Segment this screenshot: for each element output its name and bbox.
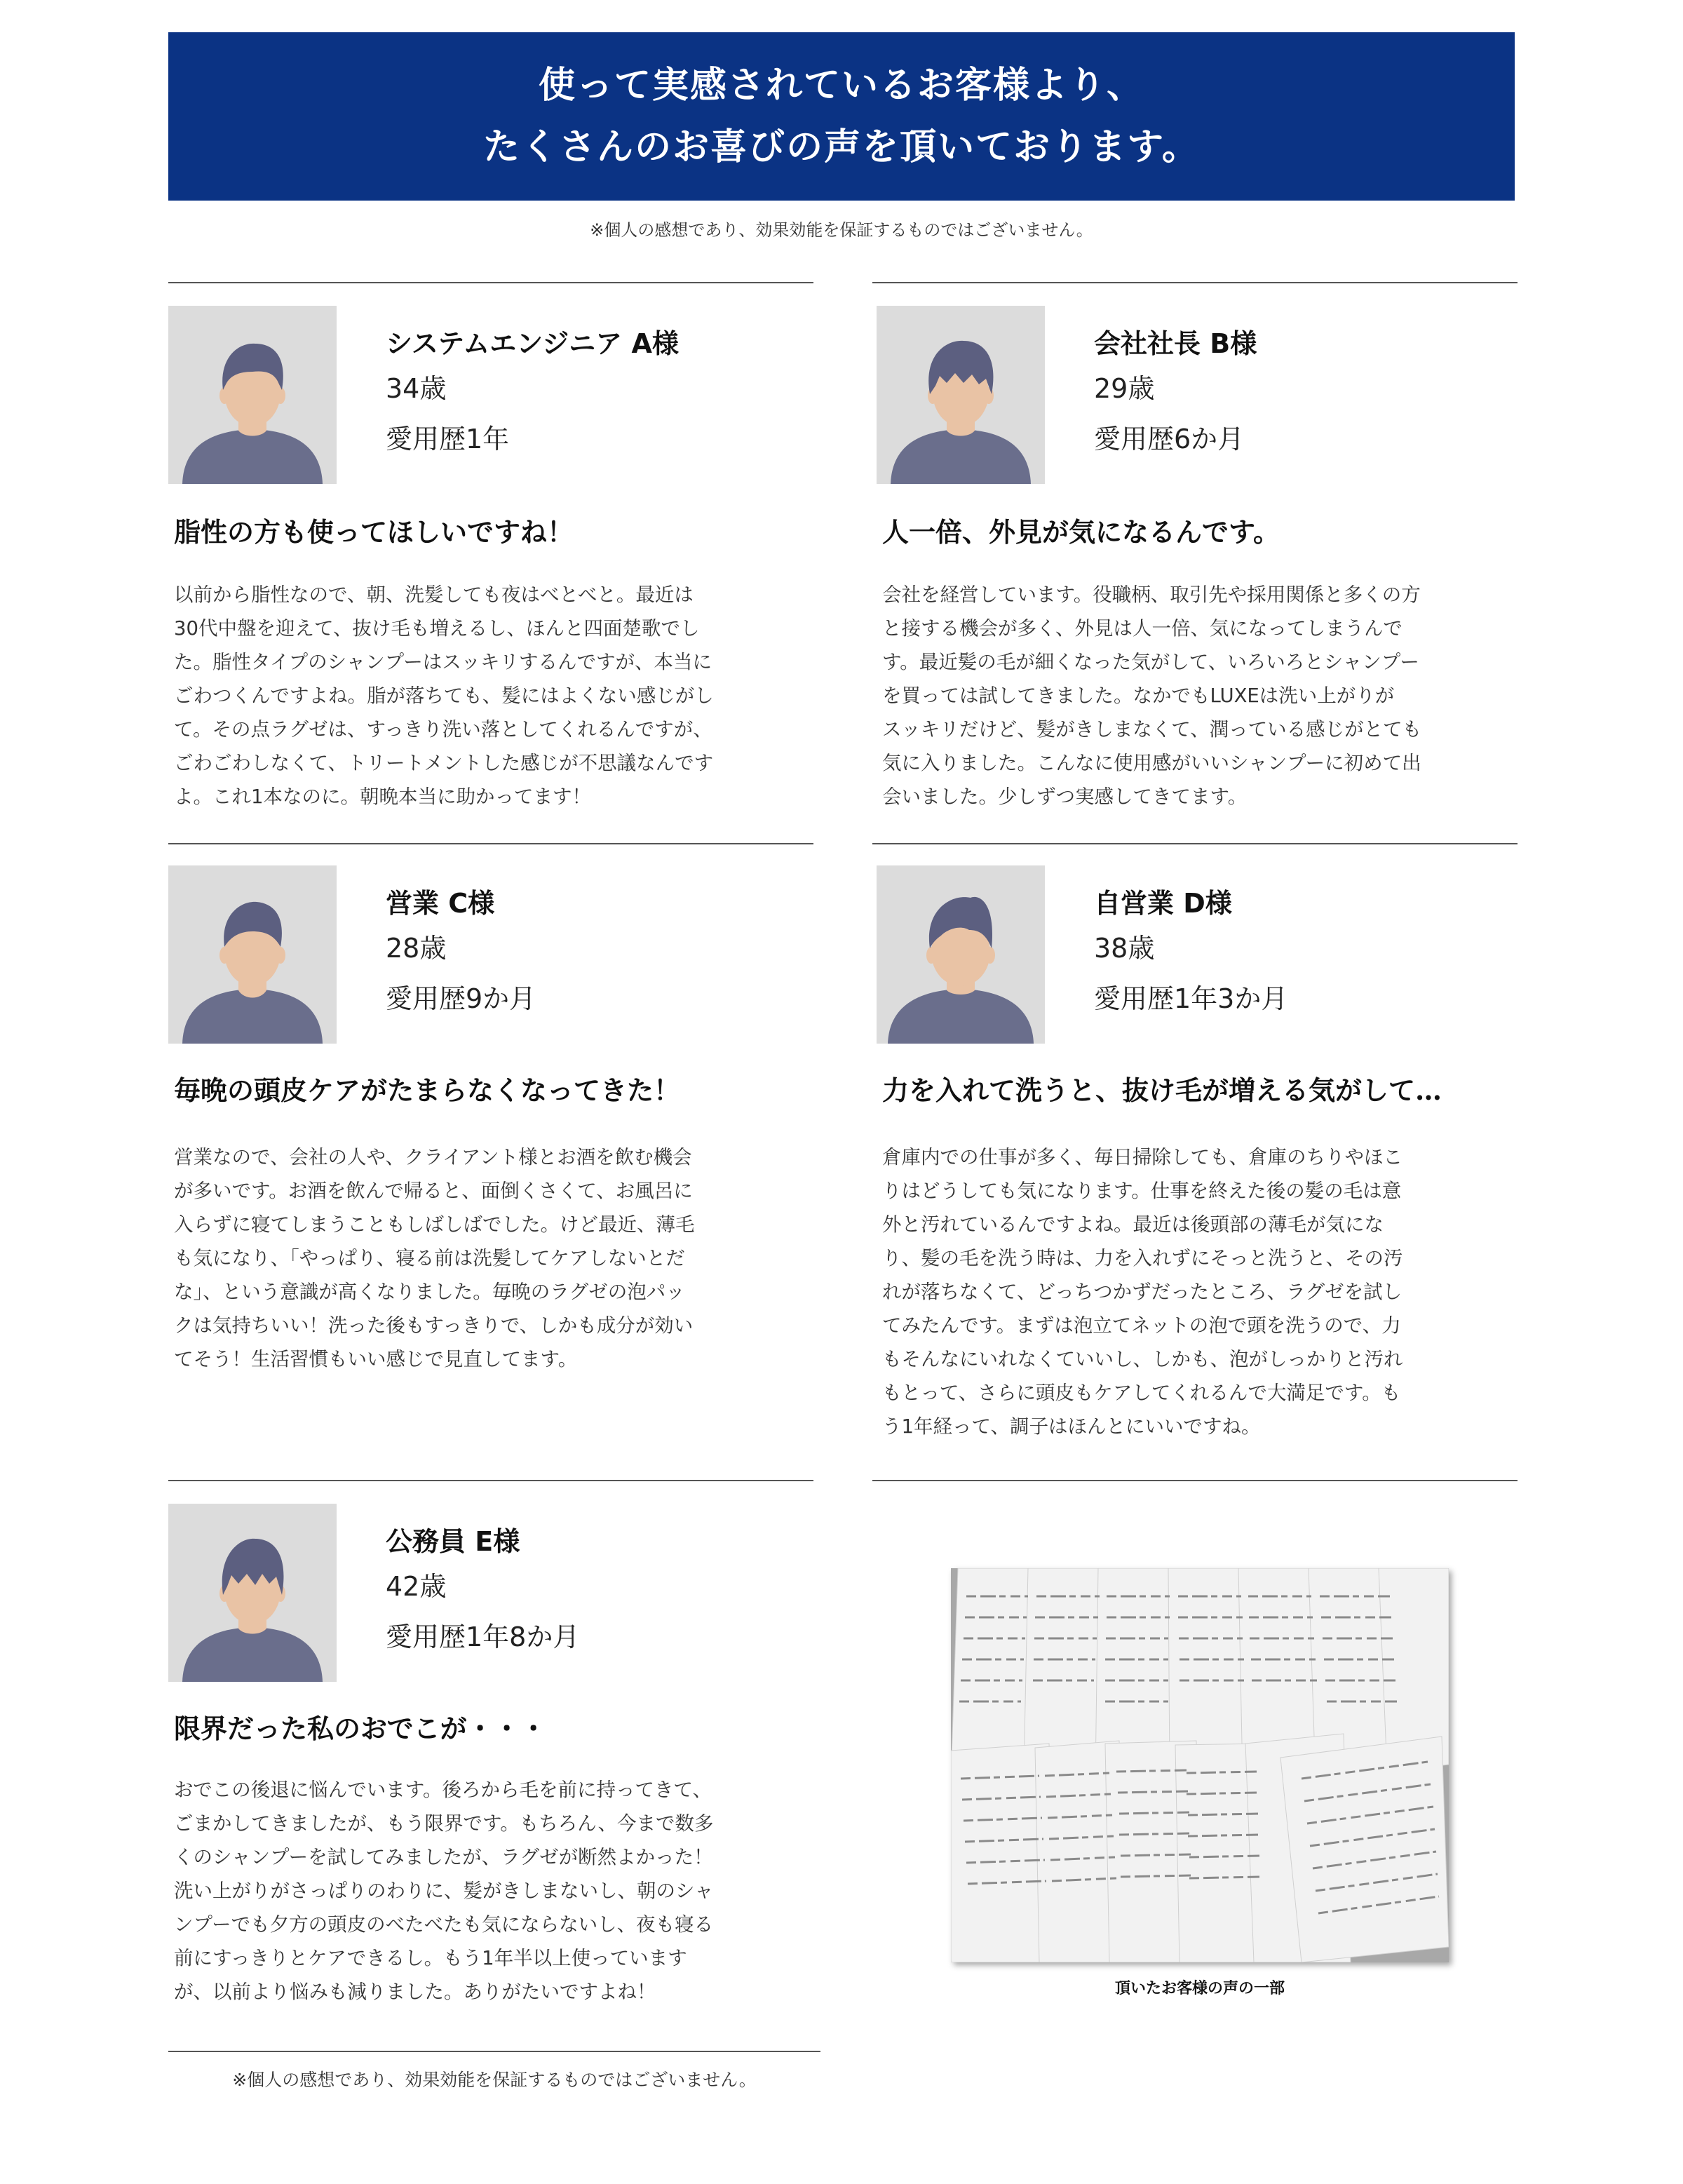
customer-letters-photo: [951, 1568, 1449, 1962]
person-icon: [877, 865, 1045, 1044]
body-line: な」、という意識が高くなりました。毎晩のラグゼの泡パッ: [174, 1281, 685, 1303]
body-line: スッキリだけど、髪がきしまなくて、潤っている感じがとても: [882, 718, 1422, 741]
body-line: 洗い上がりがさっぱりのわりに、髪がきしまないし、朝のシャ: [174, 1880, 714, 1902]
customer-name: システムエンジニア A様: [386, 328, 679, 359]
usage-period: 愛用歴9か月: [386, 983, 536, 1014]
usage-period: 愛用歴1年8か月: [386, 1622, 580, 1652]
testimonial-body: [174, 1773, 805, 2009]
testimonial-headline: 脂性の方も使ってほしいですね！: [174, 516, 574, 548]
body-line: クは気持ちいい！洗った後もすっきりで、しかも成分が効い: [174, 1314, 694, 1337]
body-line: ごまかしてきましたが、もう限界です。もちろん、今まで数多: [174, 1812, 714, 1835]
person-icon: [168, 1504, 337, 1682]
customer-info: [386, 324, 679, 464]
body-line: 会いました。少しずつ実感してきてます。: [882, 786, 1248, 808]
customer-name: 公務員 E様: [386, 1526, 520, 1557]
customer-info: [386, 884, 536, 1024]
customer-name: 営業 C様: [386, 888, 495, 919]
banner-title-line2: たくさんのお喜びの声を頂いております。: [483, 126, 1200, 168]
customer-age: 42歳: [386, 1571, 447, 1602]
banner-title-line1: 使って実感されているお客様より、: [538, 64, 1144, 107]
divider: [168, 2051, 820, 2052]
body-line: も気になり、「やっぱり、寝る前は洗髪してケアしないとだ: [174, 1247, 685, 1269]
body-line: り、髪の毛を洗う時は、力を入れずにそっと洗うと、その汚: [882, 1247, 1403, 1269]
testimonial-body: [882, 1140, 1513, 1443]
body-line: て。その点ラグゼは、すっきり洗い落としてくれるんですが、: [174, 718, 712, 741]
testimonial-headline: 限界だった私のおでこが・・・: [174, 1713, 547, 1744]
body-line: 入らずに寝てしまうこともしばしばでした。けど最近、薄毛: [174, 1213, 695, 1236]
body-line: 倉庫内での仕事が多く、毎日掃除しても、倉庫のちりやほこ: [882, 1146, 1402, 1168]
testimonial-body: [174, 1140, 805, 1376]
body-line: てそう！生活習慣もいい感じで見直してます。: [174, 1348, 578, 1370]
body-line: を買っては試してきました。なかでもLUXEは洗い上がりが: [882, 685, 1395, 707]
testimonial-headline: 毎晩の頭皮ケアがたまらなくなってきた！: [174, 1074, 681, 1106]
avatar: [168, 306, 337, 484]
divider: [168, 843, 813, 844]
testimonial-card-a: [168, 306, 813, 825]
body-line: が、以前より悩みも減りました。ありがたいですよね！: [174, 1981, 656, 2003]
body-line: おでこの後退に悩んでいます。後ろから毛を前に持ってきて、: [174, 1779, 712, 1801]
customer-info: [386, 1522, 579, 1662]
person-icon: [877, 306, 1045, 484]
person-icon: [168, 865, 337, 1044]
testimonial-card-c: [168, 865, 813, 1455]
customer-age: 38歳: [1094, 933, 1155, 964]
divider: [872, 1480, 1518, 1481]
photo-caption: 頂いたお客様の声の一部: [1114, 1979, 1285, 1997]
customer-age: 29歳: [1094, 373, 1155, 404]
body-line: ンプーでも夕方の頭皮のべたべたも気にならないし、夜も寝る: [174, 1913, 714, 1936]
testimonial-card-e: [168, 1504, 813, 2023]
divider: [168, 282, 813, 283]
header-banner: [168, 32, 1515, 201]
body-line: 30代中盤を迎えて、抜け毛も増えるし、ほんと四面楚歌でし: [174, 617, 700, 640]
customer-age: 34歳: [386, 373, 447, 404]
body-line: よ。これ1本なのに。朝晩本当に助かってます！: [174, 786, 591, 808]
body-line: 外と汚れているんですよね。最近は後頭部の薄毛が気にな: [882, 1213, 1384, 1236]
body-line: う1年経って、調子はほんとにいいですね。: [882, 1415, 1261, 1438]
customer-name: 会社社長 B様: [1094, 328, 1257, 359]
letters-image: [951, 1568, 1449, 1962]
body-line: た。脂性タイプのシャンプーはスッキリするんですが、本当に: [174, 651, 712, 673]
body-line: す。最近髪の毛が細くなった気がして、いろいろとシャンプー: [882, 651, 1419, 673]
body-line: くのシャンプーを試してみましたが、ラグゼが断然よかった！: [174, 1846, 713, 1868]
body-line: もそんなにいれなくていいし、しかも、泡がしっかりと汚れ: [882, 1348, 1403, 1370]
divider: [168, 1480, 813, 1481]
testimonial-body: [174, 578, 805, 814]
body-line: もとって、さらに頭皮もケアしてくれるんで大満足です。も: [882, 1382, 1401, 1404]
testimonial-headline: 人一倍、外見が気になるんです。: [882, 516, 1280, 548]
testimonial-body: [882, 578, 1513, 814]
body-line: 気に入りました。こんなに使用感がいいシャンプーに初めて出: [882, 752, 1421, 774]
usage-period: 愛用歴6か月: [1094, 424, 1245, 454]
customer-age: 28歳: [386, 933, 447, 964]
disclaimer-bottom: ※個人の感想であり、効果効能を保証するものではございません。: [232, 2070, 757, 2090]
body-line: が多いです。お酒を飲んで帰ると、面倒くさくて、お風呂に: [174, 1180, 693, 1202]
body-line: てみたんです。まずは泡立てネットの泡で頭を洗うので、力: [882, 1314, 1401, 1337]
disclaimer-top: ※個人の感想であり、効果効能を保証するものではございません。: [590, 220, 1093, 240]
body-line: 営業なので、会社の人や、クライアント様とお酒を飲む機会: [174, 1146, 692, 1168]
testimonial-card-d: [877, 865, 1522, 1469]
avatar: [877, 865, 1045, 1044]
testimonial-card-b: [877, 306, 1522, 825]
divider: [872, 282, 1518, 283]
person-icon: [168, 306, 337, 484]
testimonial-headline: 力を入れて洗うと、抜け毛が増える気がして…: [882, 1074, 1442, 1106]
divider: [872, 843, 1518, 844]
body-line: れが落ちなくて、どっちつかずだったところ、ラグゼを試し: [882, 1281, 1402, 1303]
customer-info: [1094, 884, 1287, 1024]
avatar: [168, 1504, 337, 1682]
body-line: りはどうしても気になります。仕事を終えた後の髪の毛は意: [882, 1180, 1402, 1202]
customer-name: 自営業 D様: [1094, 888, 1232, 919]
body-line: 前にすっきりとケアできるし。もう1年半以上使っています: [174, 1947, 687, 1969]
body-line: 会社を経営しています。役職柄、取引先や採用関係と多くの方: [882, 584, 1421, 606]
body-line: ごわつくんですよね。脂が落ちても、髪にはよくない感じがし: [174, 685, 714, 707]
usage-period: 愛用歴1年3か月: [1094, 983, 1288, 1014]
body-line: ごわごわしなくて、トリートメントした感じが不思議なんです: [174, 752, 714, 774]
customer-info: [1094, 324, 1257, 464]
body-line: と接する機会が多く、外見は人一倍、気になってしまうんで: [882, 617, 1402, 640]
avatar: [168, 865, 337, 1044]
body-line: 以前から脂性なので、朝、洗髪しても夜はべとべと。最近は: [174, 584, 694, 606]
usage-period: 愛用歴1年: [386, 424, 510, 454]
avatar: [877, 306, 1045, 484]
